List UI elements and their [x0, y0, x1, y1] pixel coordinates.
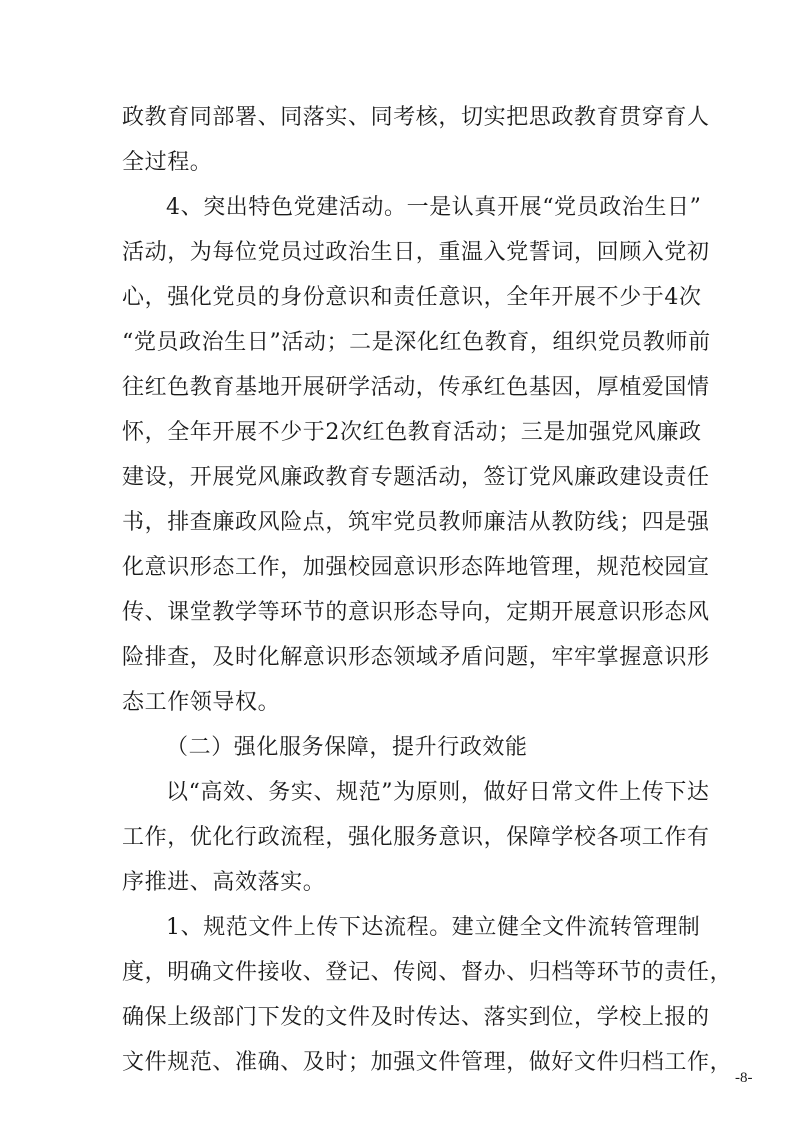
- section-heading-1: 1、规范文件上传下达流程。建立健全文件流转管理制: [166, 915, 701, 940]
- text-line: 书，排查廉政风险点，筑牢党员教师廉洁从教防线；四是强: [122, 510, 710, 535]
- text-line: 政教育同部署、同落实、同考核，切实把思政教育贯穿育人: [122, 105, 710, 130]
- text-line: 全过程。: [122, 150, 213, 175]
- text-line: 活动，为每位党员过政治生日，重温入党誓词，回顾入党初: [122, 240, 710, 265]
- text-line: 态工作领导权。: [122, 690, 281, 715]
- text-line: 怀，全年开展不少于2次红色教育活动；三是加强党风廉政: [122, 420, 702, 445]
- text-line: 度，明确文件接收、登记、传阅、督办、归档等环节的责任，: [122, 960, 733, 985]
- paragraph-start: 以“高效、务实、规范”为原则，做好日常文件上传下达: [166, 780, 710, 805]
- section-heading-4: 4、突出特色党建活动。一是认真开展“党员政治生日”: [166, 195, 702, 220]
- text-line: “党员政治生日”活动；二是深化红色教育，组织党员教师前: [122, 330, 711, 355]
- section-heading-2: （二）强化服务保障，提升行政效能: [166, 735, 528, 760]
- text-line: 序推进、高效落实。: [122, 870, 326, 895]
- text-line: 险排查，及时化解意识形态领域矛盾问题，牢牢掌握意识形: [122, 645, 710, 670]
- text-line: 工作，优化行政流程，强化服务意识，保障学校各项工作有: [122, 825, 710, 850]
- text-line: 传、课堂教学等环节的意识形态导向，定期开展意识形态风: [122, 600, 710, 625]
- text-line: 化意识形态工作，加强校园意识形态阵地管理，规范校园宣: [122, 555, 710, 580]
- text-line: 确保上级部门下发的文件及时传达、落实到位，学校上报的: [122, 1005, 710, 1030]
- text-line: 建设，开展党风廉政教育专题活动，签订党风廉政建设责任: [122, 465, 710, 490]
- body-text: [122, 95, 733, 1085]
- text-line: 文件规范、准确、及时；加强文件管理，做好文件归档工作，: [122, 1050, 733, 1075]
- page-number: -8-: [735, 1070, 753, 1086]
- text-line: 往红色教育基地开展研学活动，传承红色基因，厚植爱国情: [122, 375, 710, 400]
- text-line: 心，强化党员的身份意识和责任意识，全年开展不少于4次: [122, 285, 702, 310]
